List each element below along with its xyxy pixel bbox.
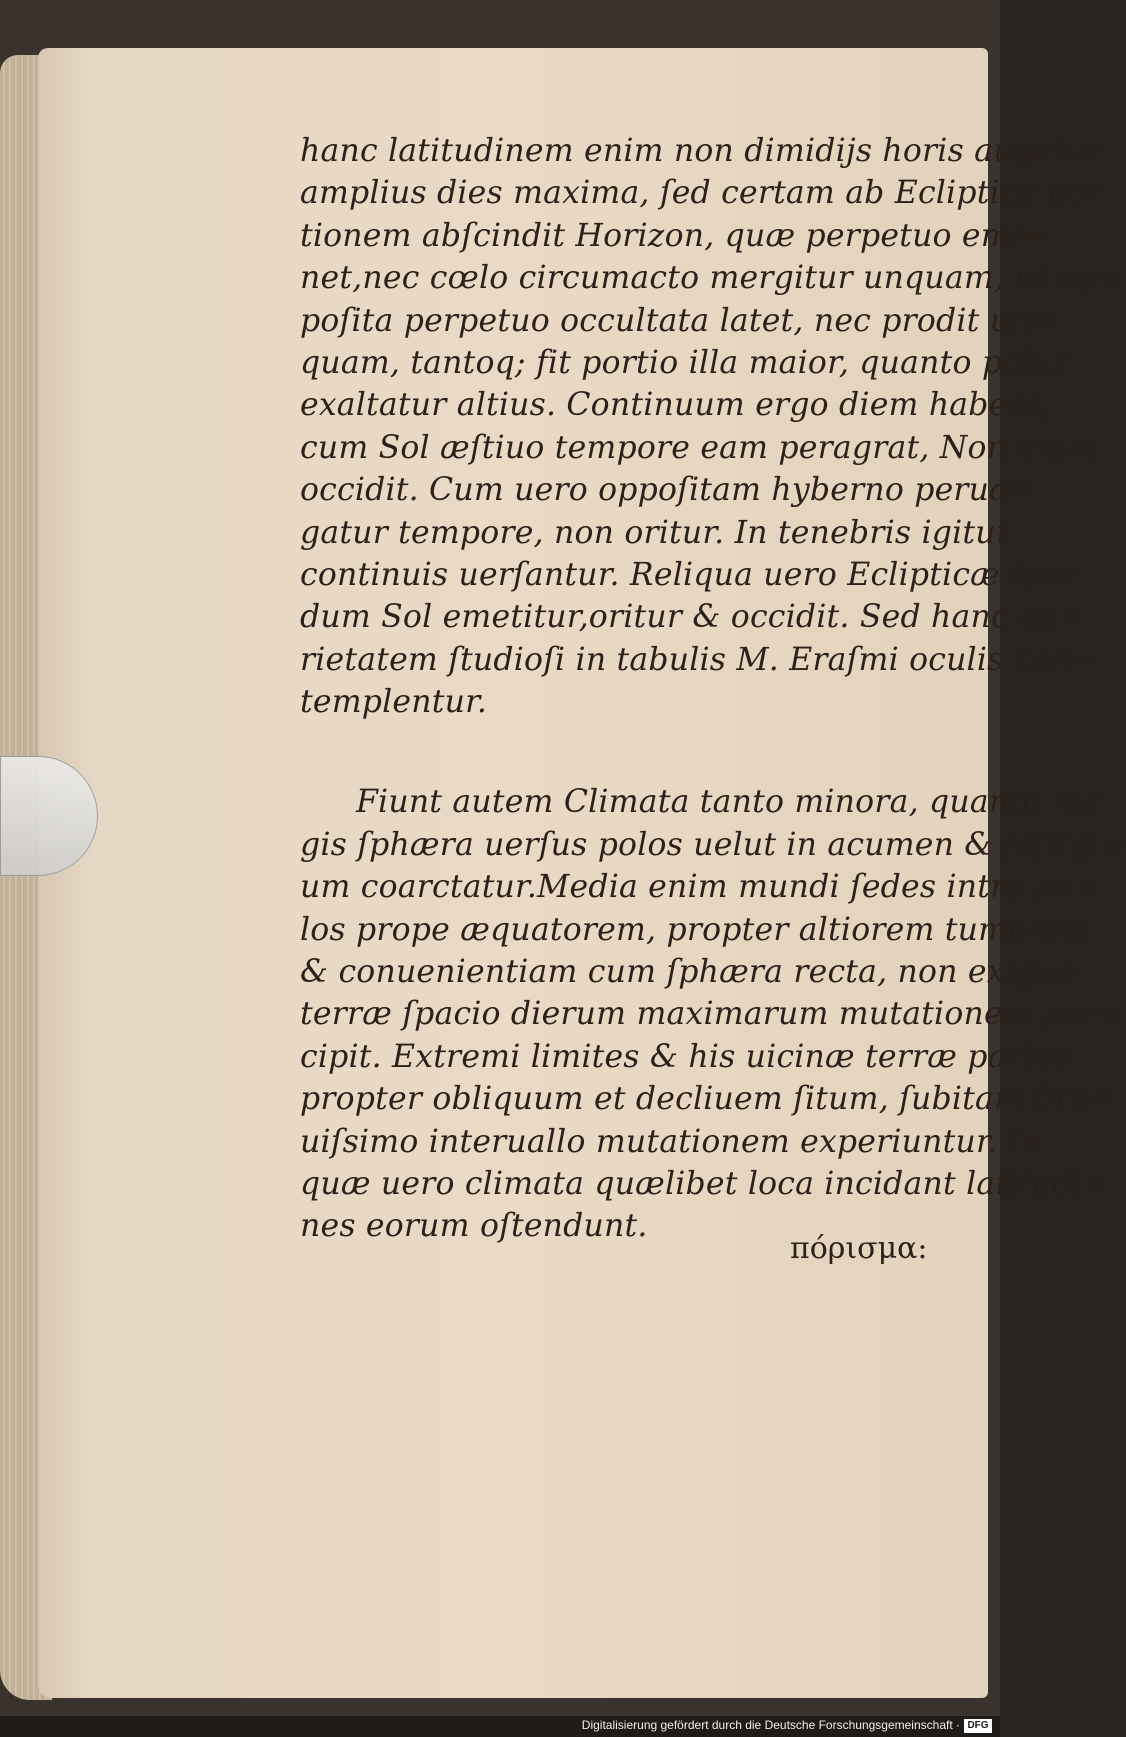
text-line: nes eorum oſtendunt. [300,1208,648,1245]
dfg-logo: DFG [964,1719,992,1733]
text-line: quam, tantoq; fit portio illa maior, quanto polus [300,344,1069,381]
footer-credit: Digitalisierung gefördert durch die Deutsche Forschungsgemeinschaft · [581,1718,960,1732]
body-text [300,130,1126,1248]
text-line: net,nec cœlo circumacto mergitur unquam, ut op= [300,260,1125,297]
digitization-footer [0,1716,1000,1737]
text-line: gis ſphæra uerſus polos uelut in acumen & faſtigi= [300,826,1126,863]
text-line: occidit. Cum uero oppoſitam hyberno perua= [300,472,1035,509]
text-line: continuis uerſantur. Reliqua uero Eclipticæ loca [300,556,1077,593]
catchword: πόρισμα: [790,1231,928,1266]
text-line: cum Sol æſtiuo tempore eam peragrat, Non enim [300,429,1098,466]
text-line: exaltatur altius. Continuum ergo diem habent, [300,387,1052,424]
paragraph-gap [300,723,960,781]
text-line: los prope æquatorem, propter altiorem tumorem [300,911,1092,948]
text-line: um coarctatur.Media enim mundi ſedes intra po= [300,869,1101,906]
text-line: poſita perpetuo occultata latet, nec prodit un= [300,302,1058,339]
text-line: tionem abſcindit Horizon, quæ perpetuo emi= [300,217,1048,254]
text-line: & conuenientiam cum ſphæra recta, non exiguo [300,954,1075,991]
text-line: uiſsimo interuallo mutationem experiuntur. In [300,1123,1042,1160]
text-line: amplius dies maxima, ſed certam ab Ecliptica por [300,175,1102,212]
text-line: propter obliquum et decliuem ſitum, ſubitam bre= [300,1081,1116,1118]
text-line: dum Sol emetitur,oritur & occidit. Sed hanc ua= [300,599,1086,636]
text-line: templentur. [300,684,488,721]
text-line: terræ ſpacio dierum maximarum mutationem per= [300,996,1125,1033]
text-line: cipit. Extremi limites & his uicinæ terræ partes [300,1038,1070,1075]
text-line: hanc latitudinem enim non dimidijs horis augetur [300,133,1102,169]
text-line: Fiunt autem Climata tanto minora, quanto ma [356,784,1101,821]
text-line: gatur tempore, non oritur. In tenebris igitur [300,514,1011,551]
text-line: rietatem ſtudioſi in tabulis M. Eraſmi oculis con= [300,641,1098,678]
text-line: quæ uero climata quælibet loca incidant latitudi= [300,1165,1110,1202]
